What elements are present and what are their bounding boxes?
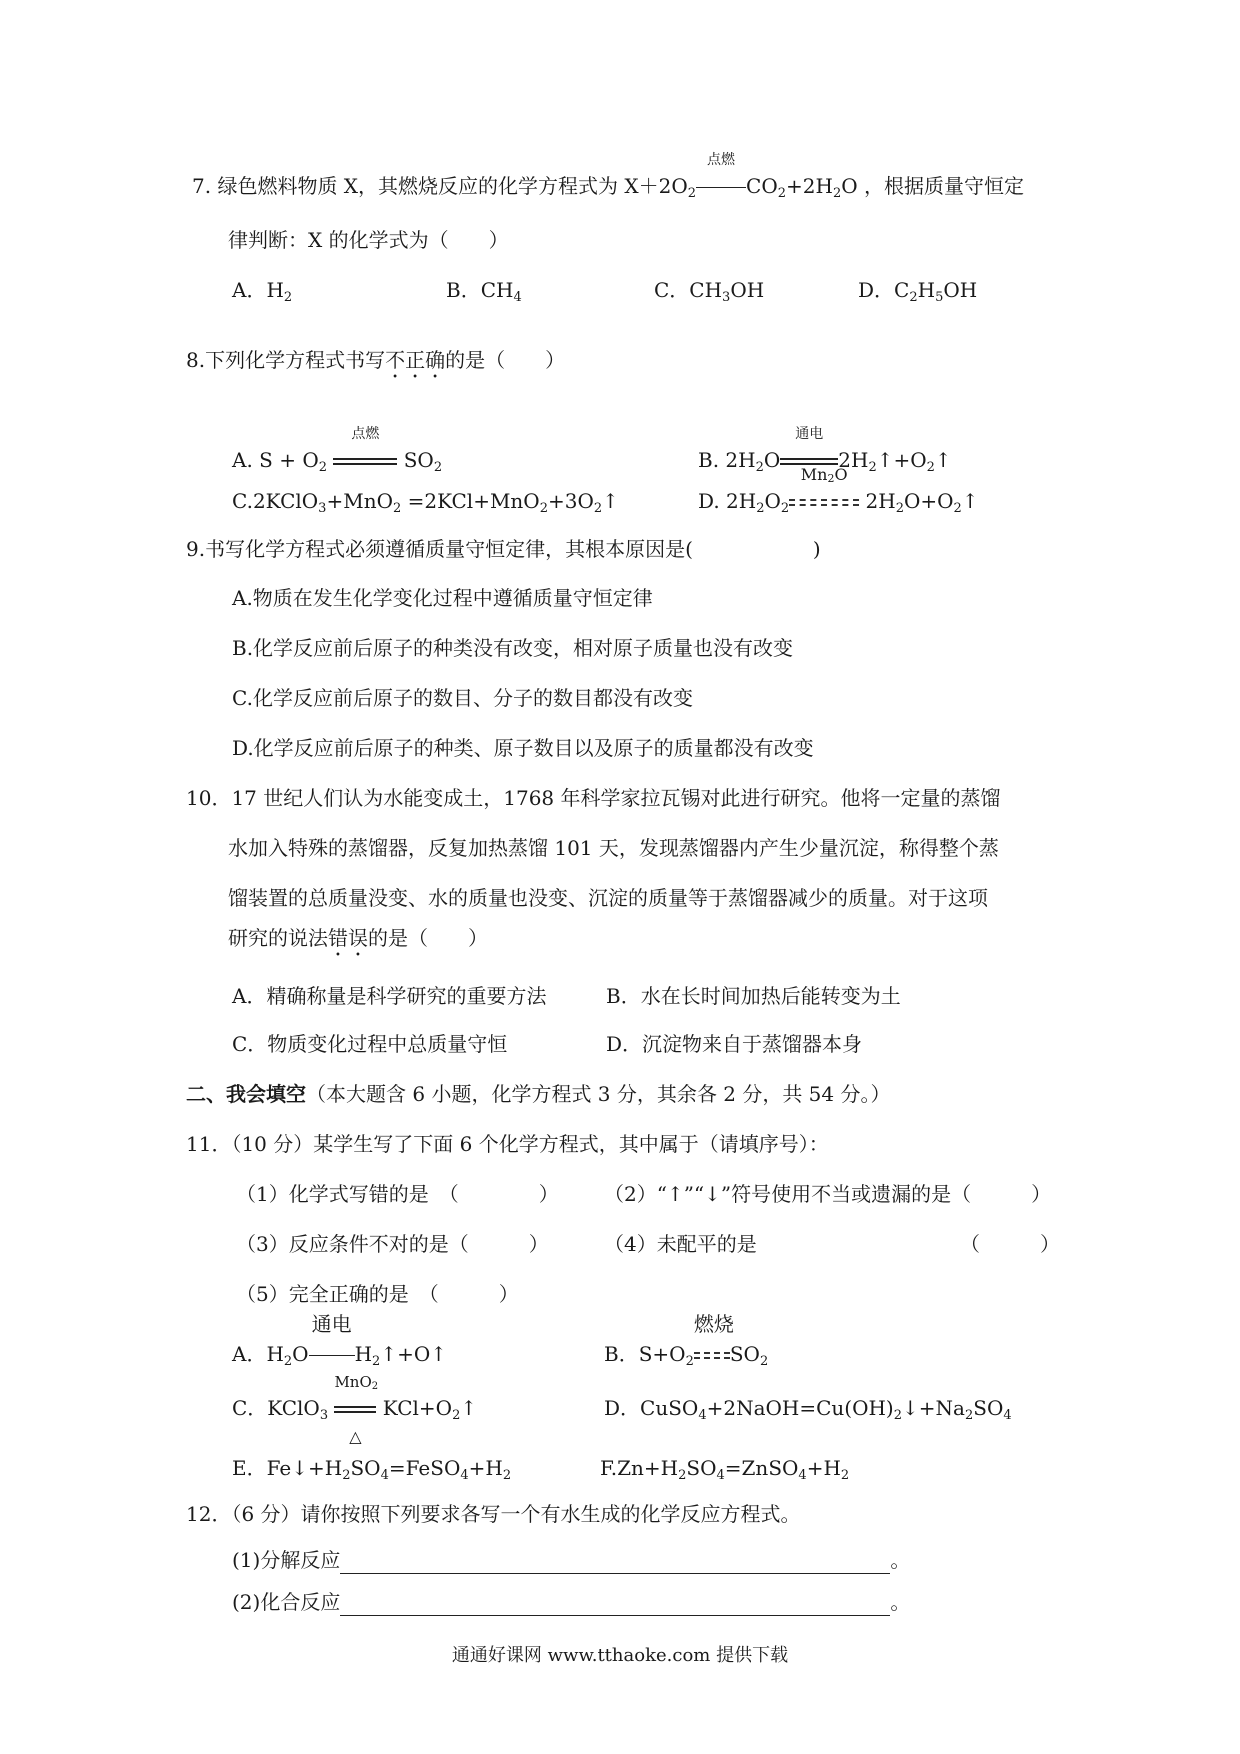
q7-option-b[interactable]: B．$CH_4$	[446, 278, 522, 305]
q7-option-c[interactable]: C．$CH_3OH$	[654, 278, 765, 305]
section-2-note: （本大题含 6 小题，化学方程式 3 分，其余各 2 分，共 54 分。）	[306, 1082, 891, 1106]
q8-b-tail: ↑+O	[876, 448, 927, 472]
q10-option-b[interactable]: B．水在长时间加热后能转变为土	[606, 984, 901, 1008]
q8-emphasis: 不正确	[385, 348, 446, 372]
q10-line1: 10．17 世纪人们认为水能变成土，1768 年科学家拉瓦锡对此进行研究。他将一定量的蒸馏	[186, 786, 1001, 810]
q11-sub5: （5）完全正确的是 （ ）	[236, 1282, 519, 1306]
q12-l2-label: (2)化合反应	[232, 1590, 341, 1614]
q8-option-b[interactable]: B. $2H_2O$ 通电 $2H_2↑+O_2↑$	[698, 426, 952, 475]
q10-l4a: 研究的说法	[228, 926, 328, 950]
q11-eq-a: A．$H_2O$ 通电 $H_2↑+O↑$	[232, 1312, 447, 1369]
q7-co2: CO	[746, 174, 778, 198]
q11-a-cond	[309, 1312, 355, 1368]
q11-sub4: （4）未配平的是	[604, 1232, 757, 1256]
q8-stem-b: 的是（ ）	[445, 348, 566, 372]
q10-l4b: 的是（ ）	[368, 926, 488, 950]
q8-option-a[interactable]: A. $S + O_2$ 点燃 $SO_2$	[232, 426, 443, 475]
q11-sub4-blank: （ ）	[960, 1232, 1060, 1256]
q8-d-tail: O+O	[903, 489, 954, 513]
q7-stem: 7. 绿色燃料物质 X，其燃烧反应的化学方程式为 $X+2O_2$ 点燃 $CO_2+2H_2O$ ，根据质量守恒定	[192, 152, 1025, 201]
q11-eq-c: C．KClO$_3$ MnO$_2$ △ $KCl+O_2↑$	[232, 1373, 478, 1446]
q8-option-c[interactable]: C.2KClO$_3$+MnO$_2$ $=2KCl+MnO_2+3O_2↑$	[232, 489, 619, 516]
q8-d-pre: D. 2H	[698, 489, 757, 513]
q11-sub1: （1）化学式写错的是 （ ）	[236, 1182, 559, 1206]
q11-b-pre: B．S+O	[604, 1342, 686, 1366]
section-2-title: 二、我会填空	[186, 1082, 306, 1106]
q11-sub2: （2）“↑”“↓”符号使用不当或遗漏的是（ ）	[604, 1182, 1052, 1206]
q12-answer-2[interactable]	[340, 1593, 890, 1616]
q9-option-b[interactable]: B.化学反应前后原子的种类没有改变，相对原子质量也没有改变	[232, 636, 794, 660]
q7-stem-post: O ，根据质量守恒定	[841, 174, 1025, 198]
q8-stem	[186, 346, 565, 383]
q9-option-d[interactable]: D.化学反应前后原子的种类、原子数目以及原子的质量都没有改变	[232, 736, 814, 760]
q11-c-cond: MnO$_2$ △	[334, 1373, 379, 1446]
q11-b-cond-label: 燃烧	[693, 1312, 734, 1336]
q7-opt-b-label: B．CH	[446, 278, 514, 302]
q7-h2o: +2H	[786, 174, 833, 198]
q11-c-tail: ↑	[460, 1396, 478, 1420]
q10-emphasis: 错误	[328, 926, 368, 950]
q10-option-a[interactable]: A．精确称量是科学研究的重要方法	[232, 984, 547, 1008]
q11-eq-b: B．$S+O_2$ 燃烧 $SO_2$	[604, 1312, 769, 1369]
q11-c-post: KCl+O	[376, 1396, 453, 1420]
section-2-heading	[186, 1080, 890, 1108]
q12-answer-1[interactable]	[340, 1551, 890, 1574]
q11-a-post: H	[354, 1342, 373, 1366]
q11-a-pre: A．H	[232, 1342, 284, 1366]
q10-option-c[interactable]: C．物质变化过程中总质量守恒	[232, 1032, 508, 1056]
q11-sub3: （3）反应条件不对的是（ ）	[236, 1232, 549, 1256]
q12-line2	[232, 1588, 910, 1616]
q10-line2: 水加入特殊的蒸馏器，反复加热蒸馏 101 天，发现蒸馏器内产生少量沉淀，称得整个蒸	[228, 836, 999, 860]
q12-l1-label: (1)分解反应	[232, 1548, 341, 1572]
q8-b-pre: B. 2H	[698, 448, 756, 472]
q8-d-post: 2H	[859, 489, 896, 513]
q7-line2: 律判断：X 的化学式为（ ）	[228, 228, 509, 252]
q10-line4	[228, 924, 488, 961]
q9-stem: 9.书写化学方程式必须遵循质量守恒定律，其根本原因是( )	[186, 537, 821, 561]
q12-l1-end: 。	[890, 1548, 911, 1572]
q7-stem-pre: 7. 绿色燃料物质 X，其燃烧反应的化学方程式为 X＋2O	[192, 174, 688, 198]
q8-option-d[interactable]: D. $2H_2O_2$ $Mn_2O$ $2H_2O+O_2↑$	[698, 465, 979, 516]
q11-c-pre: C．KClO	[232, 1396, 320, 1420]
q7-cond-label: 点燃	[707, 152, 736, 168]
q8-b-cond-label: 通电	[795, 426, 824, 442]
q11-eq-d: D．$CuSO_4+2NaOH=Cu(OH)_2↓+Na_2SO_4$	[604, 1396, 1012, 1423]
q12-l2-end: 。	[890, 1590, 911, 1614]
q12-stem: 12．（6 分）请你按照下列要求各写一个有水生成的化学反应方程式。	[186, 1502, 801, 1526]
q8-a-post: SO	[403, 448, 434, 472]
q8-b-post: 2H	[838, 448, 869, 472]
q11-b-cond	[693, 1312, 734, 1368]
q9-option-a[interactable]: A.物质在发生化学变化过程中遵循质量守恒定律	[232, 586, 653, 610]
q7-option-d[interactable]: D．$C_2H_5OH$	[858, 278, 978, 305]
q7-opt-a-label: A．H	[232, 278, 284, 302]
q10-option-d[interactable]: D．沉淀物来自于蒸馏器本身	[606, 1032, 863, 1056]
q8-d-tail2: ↑	[961, 489, 979, 513]
q7-option-a[interactable]: A．$H_2$	[232, 278, 293, 305]
q9-option-c[interactable]: C.化学反应前后原子的数目、分子的数目都没有改变	[232, 686, 693, 710]
q11-eq-f: $F.Zn+H_2SO_4=ZnSO_4+H_2$	[600, 1456, 850, 1483]
q10-line3: 馏装置的总质量没变、水的质量也没变、沉淀的质量等于蒸馏器减少的质量。对于这项	[228, 886, 988, 910]
q8-d-cond: $Mn_2O$	[789, 487, 859, 515]
q11-b-post: SO	[729, 1342, 760, 1366]
q8-stem-a: 8.下列化学方程式书写	[186, 348, 386, 372]
q8-b-tail2: ↑	[934, 448, 952, 472]
q11-a-tail: ↑+O↑	[380, 1342, 447, 1366]
q8-a-pre: A. S + O	[232, 448, 319, 472]
footer: 通通好课网 www.tthaoke.com 提供下载	[451, 1645, 789, 1666]
q8-a-cond	[333, 426, 397, 474]
q11-c-heat: △	[349, 1427, 362, 1446]
q12-line1	[232, 1546, 910, 1574]
q11-eq-e: E．$Fe↓+H_2SO_4=FeSO_4+H_2$	[232, 1456, 512, 1483]
q11-a-pre2: O	[292, 1342, 309, 1366]
q11-a-cond-label: 通电	[311, 1312, 352, 1336]
q8-a-cond-label: 点燃	[351, 426, 380, 442]
q7-condition	[696, 152, 746, 200]
q11-stem: 11．（10 分）某学生写了下面 6 个化学方程式，其中属于（请填序号）：	[186, 1132, 829, 1156]
